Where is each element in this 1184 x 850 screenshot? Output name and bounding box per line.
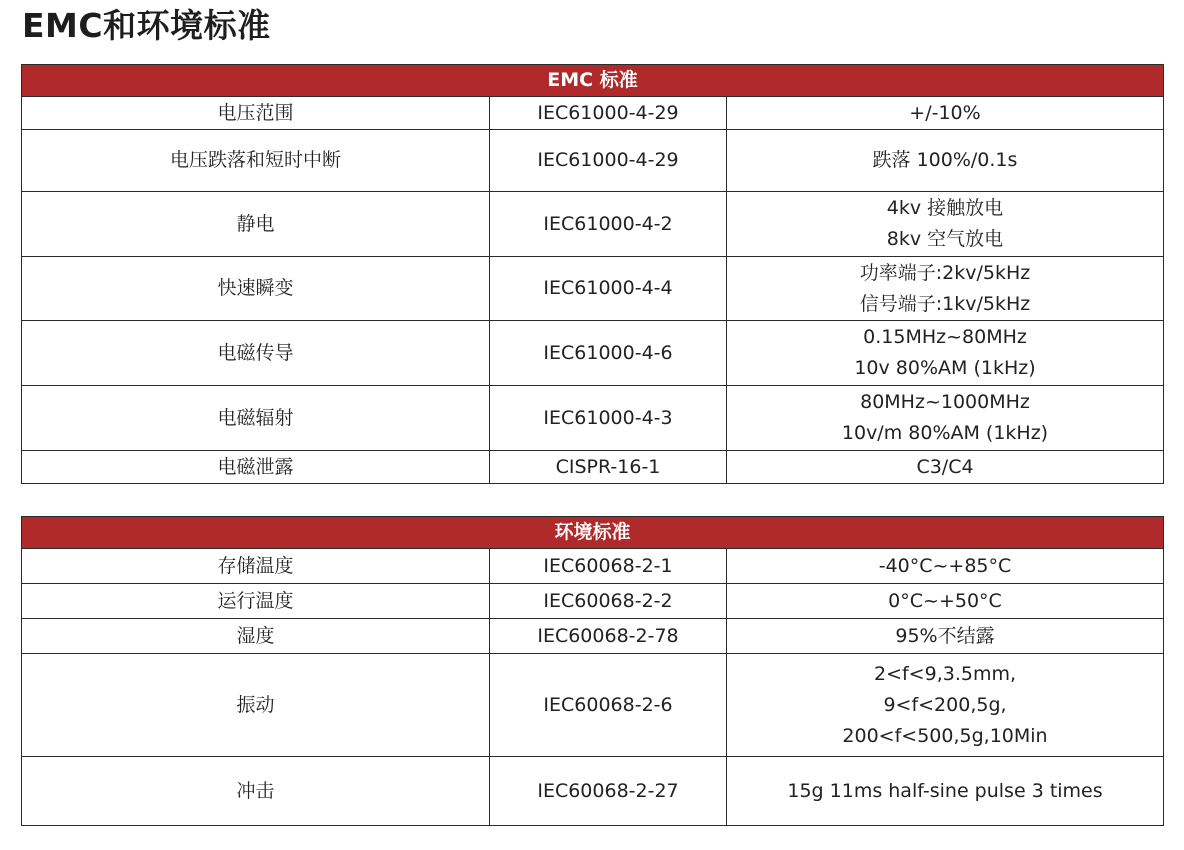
- table-row: [22, 619, 1164, 654]
- test-item-cell: 运行温度: [22, 584, 490, 619]
- emc-table-body: [22, 97, 1164, 484]
- emc-table-header: EMC 标准: [22, 65, 1164, 97]
- table-row: [22, 130, 1164, 192]
- environment-table-body: [22, 549, 1164, 826]
- test-item-cell: 振动: [22, 654, 490, 757]
- test-item-cell: 快速瞬变: [22, 257, 490, 321]
- standard-cell: IEC61000-4-29: [490, 97, 727, 130]
- requirement-line: 10v 80%AM (1kHz): [854, 357, 1036, 379]
- requirement-cell: [727, 97, 1164, 130]
- test-item-cell: 静电: [22, 192, 490, 257]
- table-row: [22, 584, 1164, 619]
- requirement-cell: [727, 584, 1164, 619]
- requirement-line: 95%不结露: [895, 624, 995, 647]
- table-row: [22, 654, 1164, 757]
- requirement-cell: [727, 654, 1164, 757]
- requirement-line: 10v/m 80%AM (1kHz): [841, 422, 1049, 444]
- standard-cell: IEC60068-2-78: [490, 619, 727, 654]
- requirement-line: -40°C~+85°C: [878, 554, 1012, 577]
- table-row: [22, 757, 1164, 826]
- requirement-cell: [727, 257, 1164, 321]
- test-item-cell: 湿度: [22, 619, 490, 654]
- requirement-cell: [727, 130, 1164, 192]
- requirement-cell: [727, 192, 1164, 257]
- standard-cell: IEC61000-4-6: [490, 321, 727, 386]
- standard-cell: IEC61000-4-2: [490, 192, 727, 257]
- table-row: [22, 549, 1164, 584]
- test-item-cell: 电压跌落和短时中断: [22, 130, 490, 192]
- page-title: EMC和环境标准: [22, 6, 271, 45]
- test-item-cell: 电磁传导: [22, 321, 490, 386]
- test-item-cell: 冲击: [22, 757, 490, 826]
- requirement-line: 200<f<500,5g,10Min: [842, 724, 1048, 747]
- requirement-line: 9<f<200,5g,: [883, 693, 1007, 716]
- environment-standards-table: [21, 516, 1164, 826]
- test-item-cell: 存储温度: [22, 549, 490, 584]
- table-row: [22, 321, 1164, 386]
- emc-standards-table: [21, 64, 1164, 484]
- standard-cell: IEC60068-2-6: [490, 654, 727, 757]
- requirement-line: 功率端子:2kv/5kHz: [859, 261, 1031, 284]
- requirement-line: 跌落 100%/0.1s: [872, 149, 1018, 171]
- requirement-cell: [727, 386, 1164, 451]
- table-row: [22, 257, 1164, 321]
- standard-cell: IEC61000-4-4: [490, 257, 727, 321]
- standard-cell: IEC61000-4-29: [490, 130, 727, 192]
- requirement-line: 0°C~+50°C: [888, 589, 1002, 612]
- standard-cell: IEC61000-4-3: [490, 386, 727, 451]
- table-row: [22, 451, 1164, 484]
- environment-table-header: 环境标准: [22, 517, 1164, 549]
- requirement-line: +/-10%: [909, 101, 981, 124]
- requirement-cell: [727, 619, 1164, 654]
- table-row: [22, 386, 1164, 451]
- requirement-cell: [727, 549, 1164, 584]
- table-row: [22, 97, 1164, 130]
- standard-cell: IEC60068-2-2: [490, 584, 727, 619]
- requirement-line: 15g 11ms half-sine pulse 3 times: [787, 779, 1103, 802]
- table-row: [22, 192, 1164, 257]
- requirement-line: 4kv 接触放电: [886, 197, 1004, 219]
- requirement-line: 80MHz~1000MHz: [860, 391, 1030, 413]
- standard-cell: CISPR-16-1: [490, 451, 727, 484]
- standard-cell: IEC60068-2-1: [490, 549, 727, 584]
- standard-cell: IEC60068-2-27: [490, 757, 727, 826]
- requirement-cell: [727, 757, 1164, 826]
- requirement-line: C3/C4: [916, 455, 974, 478]
- test-item-cell: 电磁辐射: [22, 386, 490, 451]
- requirement-line: 信号端子:1kv/5kHz: [859, 292, 1031, 315]
- requirement-line: 8kv 空气放电: [886, 228, 1004, 250]
- test-item-cell: 电磁泄露: [22, 451, 490, 484]
- requirement-cell: [727, 321, 1164, 386]
- requirement-cell: [727, 451, 1164, 484]
- test-item-cell: 电压范围: [22, 97, 490, 130]
- requirement-line: 2<f<9,3.5mm,: [873, 662, 1017, 685]
- requirement-line: 0.15MHz~80MHz: [863, 326, 1027, 348]
